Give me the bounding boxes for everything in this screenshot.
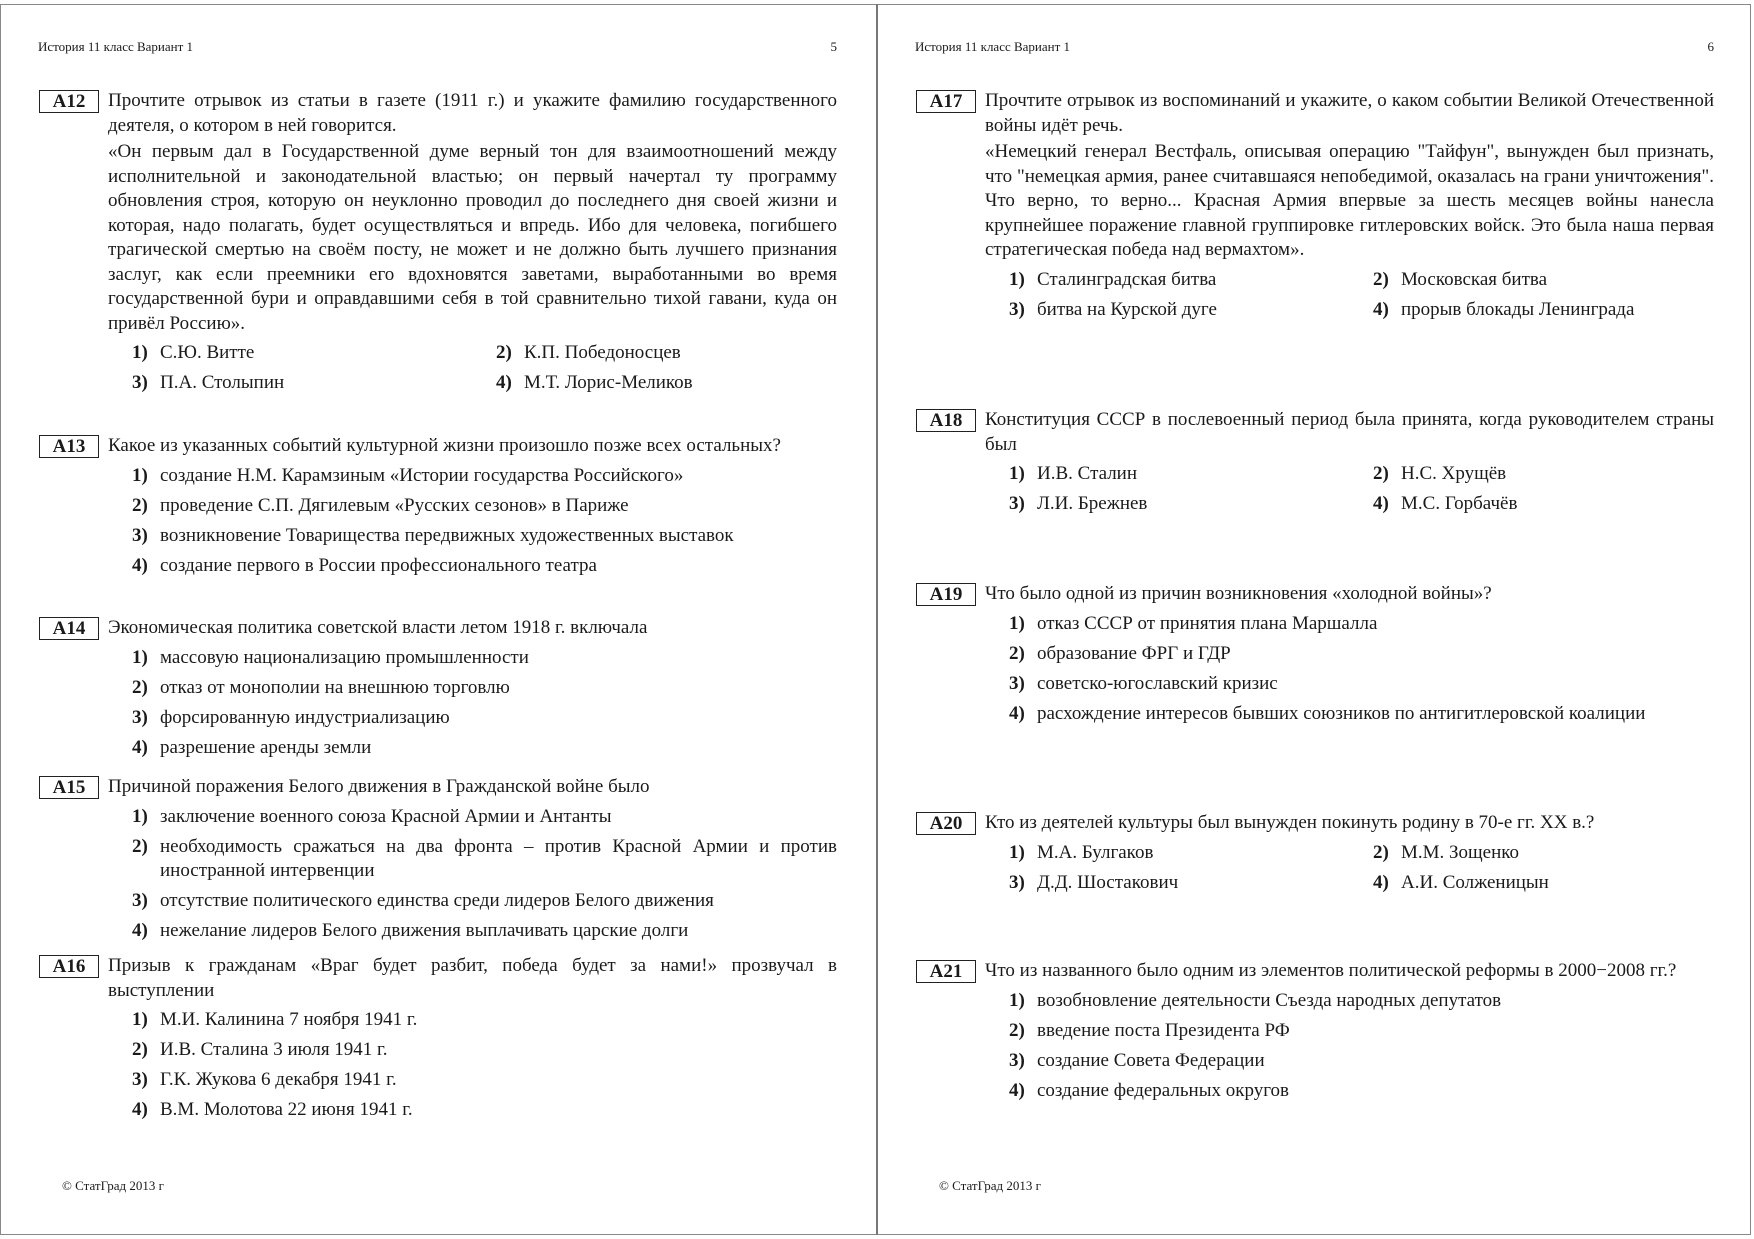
option-number: 3): [132, 524, 148, 546]
question-quote: «Немецкий генерал Вестфаль, описывая операцию "Тайфун", вынужден был признать, что "немецкая армия, ранее считавшаяся непобедимой, оказалась на грани уничтожения". Что верно, то верно... Красная Армия впервые за шесть месяцев войны нанесла крупнейшее поражение главной группировке гитлеровских войск. Это была наша первая стратегическая победа над вермахтом».: [985, 141, 1714, 260]
option-text: К.П. Победоносцев: [524, 342, 681, 363]
answer-option[interactable]: [1373, 841, 1714, 865]
answer-option[interactable]: [1009, 268, 1373, 292]
page-number: 5: [830, 39, 837, 54]
option-text: М.М. Зощенко: [1401, 841, 1520, 863]
option-text: массовую национализацию промышленности: [160, 646, 529, 668]
answer-option[interactable]: [132, 706, 837, 730]
answer-option[interactable]: [132, 554, 837, 578]
option-text: создание первого в России профессионального театра: [160, 554, 597, 576]
question-stem: Кто из деятелей культуры был вынужден покинуть родину в 70-е гг. XX в.?: [985, 812, 1595, 833]
option-text: создание федеральных округов: [1037, 1079, 1290, 1101]
option-text: битва на Курской дуге: [1037, 298, 1217, 320]
option-text: М.А. Булгаков: [1037, 841, 1154, 863]
page-header-title: История 11 класс Вариант 1: [915, 39, 1071, 54]
answer-option[interactable]: [1009, 1079, 1714, 1103]
option-number: 4): [132, 554, 148, 576]
answer-options: [132, 646, 837, 760]
answer-option[interactable]: [1009, 298, 1373, 322]
answer-option[interactable]: [132, 919, 837, 943]
option-text: Л.И. Брежнев: [1037, 493, 1148, 514]
question-a12: [39, 89, 837, 395]
option-text: отказ от монополии на внешнюю торговлю: [160, 676, 510, 698]
option-text: советско-югославский кризис: [1037, 672, 1278, 694]
option-text: Московская битва: [1401, 268, 1548, 290]
answer-option[interactable]: [1373, 492, 1714, 516]
option-number: 1): [132, 646, 148, 668]
question-number-box: A15: [39, 776, 99, 799]
answer-option[interactable]: [1009, 841, 1373, 865]
answer-option[interactable]: [132, 805, 837, 829]
question-number-box: A18: [916, 409, 976, 432]
option-number: 3): [1009, 493, 1025, 514]
option-text: А.И. Солженицын: [1401, 871, 1549, 893]
answer-option[interactable]: [132, 1068, 837, 1092]
option-text: введение поста Президента РФ: [1037, 1019, 1290, 1041]
answer-option[interactable]: [132, 464, 837, 488]
question-stem: Что было одной из причин возникновения «холодной войны»?: [985, 583, 1492, 604]
option-number: 4): [1009, 702, 1025, 724]
answer-options: [1009, 268, 1714, 322]
question-a16: [39, 954, 837, 1122]
option-number: 1): [1009, 268, 1025, 290]
answer-option[interactable]: [1009, 1019, 1714, 1043]
answer-options: [132, 1008, 837, 1122]
option-number: 1): [132, 342, 148, 363]
option-text: создание Совета Федерации: [1037, 1049, 1265, 1071]
question-number-box: A16: [39, 955, 99, 978]
question-number-box: A13: [39, 435, 99, 458]
option-text: возобновление деятельности Съезда народных депутатов: [1037, 989, 1502, 1011]
answer-option[interactable]: [1373, 268, 1714, 292]
option-text: М.С. Горбачёв: [1401, 493, 1518, 514]
answer-option[interactable]: [132, 736, 837, 760]
answer-option[interactable]: [1009, 462, 1373, 486]
option-number: 1): [1009, 612, 1025, 634]
answer-options: [132, 341, 837, 395]
option-text: отказ СССР от принятия плана Маршалла: [1037, 612, 1378, 634]
answer-option[interactable]: [496, 341, 837, 365]
option-number: 3): [132, 889, 148, 911]
answer-options: [1009, 841, 1714, 895]
question-stem: Прочтите отрывок из воспоминаний и укажите, о каком событии Великой Отечественной войны идёт речь.: [985, 90, 1714, 136]
option-number: 2): [132, 835, 148, 857]
option-text: необходимость сражаться на два фронта – против Красной Армии и против иностранной интервенции: [160, 835, 837, 881]
option-text: расхождение интересов бывших союзников по антигитлеровской коалиции: [1037, 702, 1646, 724]
answer-option[interactable]: [1373, 298, 1714, 322]
question-stem: Прочтите отрывок из статьи в газете (1911 г.) и укажите фамилию государственного деятеля, о котором в ней говорится.: [108, 90, 837, 136]
question-number-box: A21: [916, 960, 976, 983]
answer-option[interactable]: [132, 341, 496, 365]
option-text: Н.С. Хрущёв: [1401, 463, 1507, 484]
answer-option[interactable]: [1009, 1049, 1714, 1073]
option-number: 1): [132, 805, 148, 827]
question-a21: [916, 959, 1714, 1103]
answer-option[interactable]: [132, 835, 837, 883]
answer-options: [1009, 462, 1714, 516]
answer-option[interactable]: [1009, 612, 1714, 636]
answer-option[interactable]: [132, 1038, 837, 1062]
question-stem: Причиной поражения Белого движения в Гражданской войне было: [108, 776, 650, 797]
answer-option[interactable]: [1009, 492, 1373, 516]
option-number: 4): [132, 919, 148, 941]
answer-option[interactable]: [1009, 702, 1714, 726]
option-number: 3): [1009, 1049, 1025, 1071]
answer-option[interactable]: [1009, 642, 1714, 666]
option-text: заключение военного союза Красной Армии и Антанты: [160, 805, 612, 827]
question-stem: Что из названного было одним из элементов политической реформы в 2000−2008 гг.?: [985, 960, 1677, 981]
question-a19: [916, 582, 1714, 726]
question-a13: [39, 434, 837, 578]
option-number: 1): [132, 1009, 148, 1030]
option-text: возникновение Товарищества передвижных художественных выставок: [160, 524, 734, 546]
option-text: образование ФРГ и ГДР: [1037, 642, 1231, 664]
option-number: 2): [132, 676, 148, 698]
option-text: Сталинградская битва: [1037, 268, 1217, 290]
option-number: 3): [1009, 672, 1025, 694]
option-number: 1): [1009, 989, 1025, 1011]
option-text: М.Т. Лорис-Меликов: [524, 372, 693, 393]
page-6: [877, 0, 1754, 1239]
option-number: 2): [1373, 463, 1389, 484]
option-number: 4): [132, 1099, 148, 1120]
option-text: прорыв блокады Ленинграда: [1401, 298, 1635, 320]
option-number: 1): [1009, 841, 1025, 863]
answer-option[interactable]: [1009, 871, 1373, 895]
question-quote: «Он первым дал в Государственной думе верный тон для взаимоотношений между исполнительной и законодательной властью; он первый начертал ту программу обновления строя, которую он неуклонно проводил до последнего дня своей жизни и которая, надо полагать, будет осуществляться и впредь. Ибо для человека, погибшего трагической смертью на своём посту, не может и не должно быть лучшего признания заслуг, как если преемники его вдохновятся заветами, выработанными во время государственной бури и оправдавшими себя в той сравнительно тихой гавани, куда он привёл Россию».: [108, 141, 837, 334]
question-stem: Конституция СССР в послевоенный период была принята, когда руководителем страны был: [985, 409, 1714, 455]
option-number: 3): [132, 372, 148, 393]
option-number: 2): [1009, 642, 1025, 664]
question-number-box: A17: [916, 90, 976, 113]
answer-option[interactable]: [132, 889, 837, 913]
question-stem: Экономическая политика советской власти летом 1918 г. включала: [108, 617, 648, 638]
page-header-title: История 11 класс Вариант 1: [38, 39, 194, 54]
option-number: 2): [1009, 1019, 1025, 1041]
option-number: 3): [132, 1069, 148, 1090]
answer-options: [1009, 612, 1714, 726]
answer-option[interactable]: [1009, 989, 1714, 1013]
page-footer: © СтатГрад 2013 г: [62, 1178, 164, 1193]
option-text: отсутствие политического единства среди лидеров Белого движения: [160, 889, 714, 911]
option-number: 4): [1009, 1079, 1025, 1101]
option-text: форсированную индустриализацию: [160, 706, 450, 728]
question-stem: Какое из указанных событий культурной жизни произошло позже всех остальных?: [108, 435, 781, 456]
option-text: разрешение аренды земли: [160, 736, 372, 758]
option-number: 3): [1009, 298, 1025, 320]
option-text: В.М. Молотова 22 июня 1941 г.: [160, 1099, 413, 1120]
option-number: 3): [1009, 871, 1025, 893]
option-number: 4): [496, 372, 512, 393]
option-text: С.Ю. Витте: [160, 342, 255, 363]
answer-option[interactable]: [1373, 462, 1714, 486]
option-number: 4): [132, 736, 148, 758]
option-text: Д.Д. Шостакович: [1037, 871, 1179, 893]
answer-option[interactable]: [132, 1008, 837, 1032]
option-text: П.А. Столыпин: [160, 372, 285, 393]
answer-option[interactable]: [132, 1098, 837, 1122]
answer-option[interactable]: [1373, 871, 1714, 895]
answer-options: [132, 805, 837, 943]
option-text: проведение С.П. Дягилевым «Русских сезонов» в Париже: [160, 494, 629, 516]
option-number: 2): [132, 494, 148, 516]
question-number-box: A20: [916, 812, 976, 835]
option-number: 4): [1373, 493, 1389, 514]
answer-options: [132, 464, 837, 578]
answer-option[interactable]: [132, 494, 837, 518]
answer-option[interactable]: [132, 676, 837, 700]
question-a15: [39, 775, 837, 943]
option-number: 2): [132, 1039, 148, 1060]
question-a18: [916, 408, 1714, 516]
option-text: И.В. Сталина 3 июля 1941 г.: [160, 1039, 388, 1060]
option-text: нежелание лидеров Белого движения выплачивать царские долги: [160, 919, 689, 941]
option-number: 4): [1373, 871, 1389, 893]
answer-option[interactable]: [132, 524, 837, 548]
answer-option[interactable]: [132, 646, 837, 670]
option-number: 1): [1009, 463, 1025, 484]
option-text: Г.К. Жукова 6 декабря 1941 г.: [160, 1069, 397, 1090]
answer-option[interactable]: [132, 371, 496, 395]
option-text: И.В. Сталин: [1037, 463, 1138, 484]
option-number: 4): [1373, 298, 1389, 320]
answer-option[interactable]: [496, 371, 837, 395]
question-a14: [39, 616, 837, 760]
question-number-box: A19: [916, 583, 976, 606]
page-footer: © СтатГрад 2013 г: [939, 1178, 1041, 1193]
option-text: М.И. Калинина 7 ноября 1941 г.: [160, 1009, 418, 1030]
option-number: 2): [496, 342, 512, 363]
answer-option[interactable]: [1009, 672, 1714, 696]
page-number: 6: [1707, 39, 1714, 54]
question-a17: [916, 89, 1714, 322]
option-number: 2): [1373, 841, 1389, 863]
question-number-box: A14: [39, 617, 99, 640]
option-number: 3): [132, 706, 148, 728]
option-number: 1): [132, 464, 148, 486]
option-text: создание Н.М. Карамзиным «Истории государства Российского»: [160, 464, 684, 486]
answer-options: [1009, 989, 1714, 1103]
option-number: 2): [1373, 268, 1389, 290]
question-a20: [916, 811, 1714, 895]
question-stem: Призыв к гражданам «Враг будет разбит, победа будет за нами!» прозвучал в выступлении: [108, 955, 837, 1001]
question-number-box: A12: [39, 90, 99, 113]
